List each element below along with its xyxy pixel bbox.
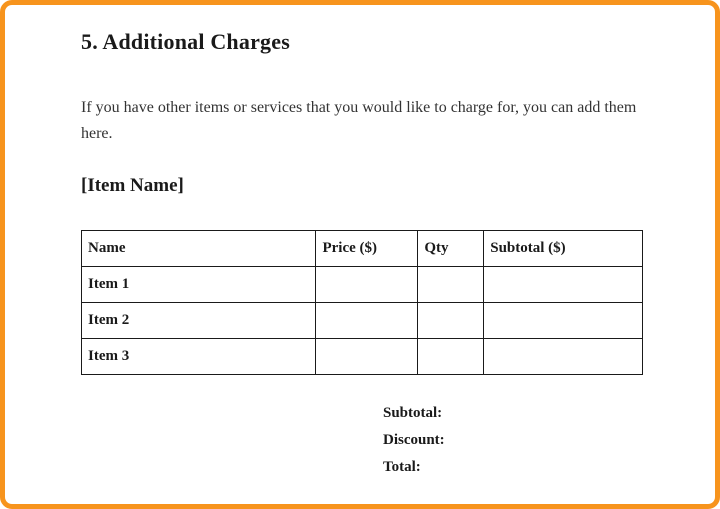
- table-row: [82, 267, 643, 303]
- item-name-cell[interactable]: Item 2: [82, 303, 316, 339]
- totals-summary: [383, 402, 445, 483]
- item-subtotal-cell[interactable]: [484, 267, 643, 303]
- column-header-qty: Qty: [418, 231, 484, 267]
- total-label: Total:: [383, 459, 421, 475]
- discount-label: Discount:: [383, 432, 445, 448]
- item-subtotal-cell[interactable]: [484, 339, 643, 375]
- item-qty-cell[interactable]: [418, 303, 484, 339]
- subtotal-label: Subtotal:: [383, 405, 443, 421]
- charges-table: [81, 230, 643, 375]
- section-heading: 5. Additional Charges: [81, 29, 290, 54]
- item-name-cell[interactable]: Item 1: [82, 267, 316, 303]
- item-name-cell[interactable]: Item 3: [82, 339, 316, 375]
- item-price-cell[interactable]: [316, 303, 418, 339]
- table-header-row: [82, 231, 643, 267]
- column-header-price: Price ($): [316, 231, 418, 267]
- item-qty-cell[interactable]: [418, 339, 484, 375]
- table-row: [82, 303, 643, 339]
- item-price-cell[interactable]: [316, 339, 418, 375]
- column-header-subtotal: Subtotal ($): [484, 231, 643, 267]
- item-price-cell[interactable]: [316, 267, 418, 303]
- table-row: [82, 339, 643, 375]
- item-qty-cell[interactable]: [418, 267, 484, 303]
- item-subtotal-cell[interactable]: [484, 303, 643, 339]
- column-header-name: Name: [82, 231, 316, 267]
- section-intro-text: If you have other items or services that you would like to charge for, you can add them here.: [81, 99, 637, 142]
- item-name-placeholder[interactable]: [Item Name]: [81, 175, 184, 196]
